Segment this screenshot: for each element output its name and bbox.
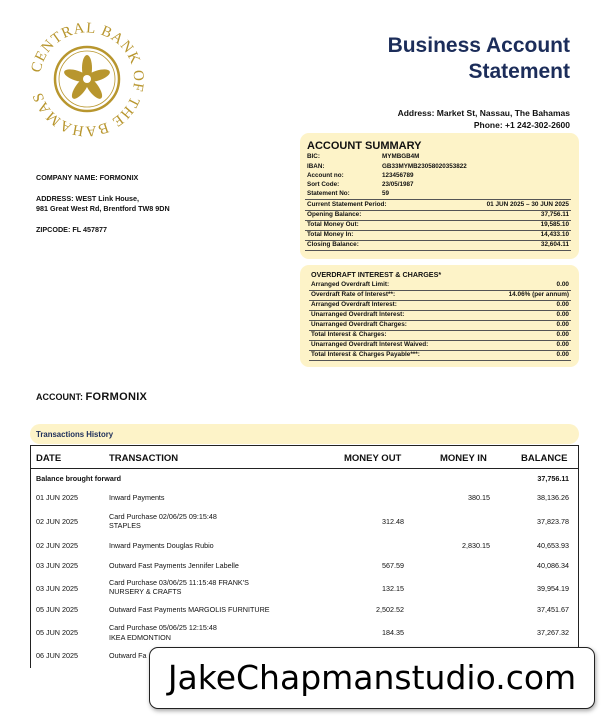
closing-balance-row: Closing Balance: 32,604.11 bbox=[305, 240, 571, 251]
overdraft-row: Unarranged Overdraft Interest Waived: 0.00 bbox=[309, 340, 571, 351]
central-bank-logo bbox=[26, 18, 148, 140]
sort-code-row: Sort Code: 23/05/1987 bbox=[307, 181, 414, 188]
bank-address: Address: Market St, Nassau, The Bahamas bbox=[397, 108, 570, 118]
row-date: 03 JUN 2025 bbox=[36, 561, 78, 570]
row-desc-2: IKEA EDMONTION bbox=[109, 633, 171, 642]
statement-title bbox=[300, 33, 570, 85]
account-line bbox=[36, 391, 147, 403]
row-money-out: 567.59 bbox=[382, 561, 404, 570]
title-line-2: Statement bbox=[468, 60, 570, 83]
company-address-2: 981 Great West Rd, Brentford TW8 9DN bbox=[36, 204, 170, 213]
row-date: 02 JUN 2025 bbox=[36, 541, 78, 550]
overdraft-row: Unarranged Overdraft Charges: 0.00 bbox=[309, 320, 571, 331]
row-date: 02 JUN 2025 bbox=[36, 517, 78, 526]
money-in-row: Total Money In: 14,433.10 bbox=[305, 230, 571, 241]
bank-phone: Phone: +1 242-302-2600 bbox=[473, 120, 570, 130]
row-date: 05 JUN 2025 bbox=[36, 628, 78, 637]
row-desc: Inward Payments Douglas Rubio bbox=[109, 541, 214, 550]
overdraft-row: Unarranged Overdraft Interest: 0.00 bbox=[309, 310, 571, 321]
col-date: DATE bbox=[36, 453, 62, 464]
row-desc: Outward Fast Payments MARGOLIS FURNITURE bbox=[109, 605, 270, 614]
row-money-out: 312.48 bbox=[382, 517, 404, 526]
row-balance: 40,086.34 bbox=[537, 561, 569, 570]
overdraft-title: OVERDRAFT INTEREST & CHARGES* bbox=[311, 270, 442, 279]
watermark-banner: JakeChapmanstudio.com bbox=[149, 647, 595, 709]
account-name: FORMONIX bbox=[85, 391, 148, 403]
row-desc: Outward Fa bbox=[109, 651, 147, 660]
bic-row: BIC: MYMBGB4M bbox=[307, 153, 420, 160]
row-desc: Outward Fast Payments Jennifer Labelle bbox=[109, 561, 239, 570]
opening-balance-row: Opening Balance: 37,756.11 bbox=[305, 210, 571, 221]
company-name: COMPANY NAME: FORMONIX bbox=[36, 173, 139, 182]
title-line-1: Business Account bbox=[387, 34, 570, 57]
row-balance: 38,136.26 bbox=[537, 493, 569, 502]
overdraft-row: Arranged Overdraft Interest: 0.00 bbox=[309, 300, 571, 311]
row-balance: 39,954.19 bbox=[537, 584, 569, 593]
row-money-out: 2,502.52 bbox=[376, 605, 404, 614]
row-date: 03 JUN 2025 bbox=[36, 584, 78, 593]
row-date: 05 JUN 2025 bbox=[36, 605, 78, 614]
company-zipcode: ZIPCODE: FL 457877 bbox=[36, 225, 107, 234]
period-row: Current Statement Period: 01 JUN 2025 – 30 JUN 2025 bbox=[305, 199, 571, 211]
company-address-1: ADDRESS: WEST Link House, bbox=[36, 194, 140, 203]
row-desc-2: STAPLES bbox=[109, 521, 141, 530]
brought-forward-value: 37,756.11 bbox=[537, 474, 569, 483]
row-desc: Card Purchase 02/06/25 09:15:48 bbox=[109, 512, 217, 521]
overdraft-row: Arranged Overdraft Limit: 0.00 bbox=[309, 280, 571, 291]
row-money-in: 2,830.15 bbox=[462, 541, 490, 550]
row-balance: 37,451.67 bbox=[537, 605, 569, 614]
svg-text:CENTRAL BANK OF THE BAHAMAS: CENTRAL BANK OF THE BAHAMAS bbox=[28, 20, 147, 139]
account-summary-title: ACCOUNT SUMMARY bbox=[307, 140, 422, 152]
row-desc: Card Purchase 03/06/25 11:15:48 FRANK'S bbox=[109, 578, 249, 587]
col-money-out: MONEY OUT bbox=[344, 453, 402, 464]
col-money-in: MONEY IN bbox=[440, 453, 487, 464]
overdraft-row: Total Interest & Charges: 0.00 bbox=[309, 330, 571, 341]
row-money-in: 380.15 bbox=[468, 493, 490, 502]
statement-no-row: Statement No: 59 bbox=[307, 190, 390, 197]
account-label: ACCOUNT: bbox=[36, 392, 83, 402]
overdraft-row: Overdraft Rate of Interest**: 14.06% (per annum) bbox=[309, 290, 571, 301]
row-balance: 37,823.78 bbox=[537, 517, 569, 526]
row-money-out: 184.35 bbox=[382, 628, 404, 637]
row-date: 06 JUN 2025 bbox=[36, 651, 78, 660]
row-money-out: 132.15 bbox=[382, 584, 404, 593]
row-balance: 37,267.32 bbox=[537, 628, 569, 637]
col-transaction: TRANSACTION bbox=[109, 453, 179, 464]
transactions-section-title: Transactions History bbox=[36, 430, 114, 439]
account-no-row: Account no: 123456789 bbox=[307, 172, 414, 179]
iban-row: IBAN: GB33MYMB23058020353822 bbox=[307, 163, 467, 170]
overdraft-row: Total Interest & Charges Payable***: 0.00 bbox=[309, 350, 571, 361]
row-balance: 40,653.93 bbox=[537, 541, 569, 550]
row-desc-2: NURSERY & CRAFTS bbox=[109, 587, 182, 596]
row-date: 01 JUN 2025 bbox=[36, 493, 78, 502]
row-desc: Inward Payments bbox=[109, 493, 165, 502]
row-desc: Card Purchase 05/06/25 12:15:48 bbox=[109, 623, 217, 632]
brought-forward-label: Balance brought forward bbox=[36, 474, 122, 483]
col-balance: BALANCE bbox=[521, 453, 568, 464]
money-out-row: Total Money Out: 19,585.10 bbox=[305, 220, 571, 231]
